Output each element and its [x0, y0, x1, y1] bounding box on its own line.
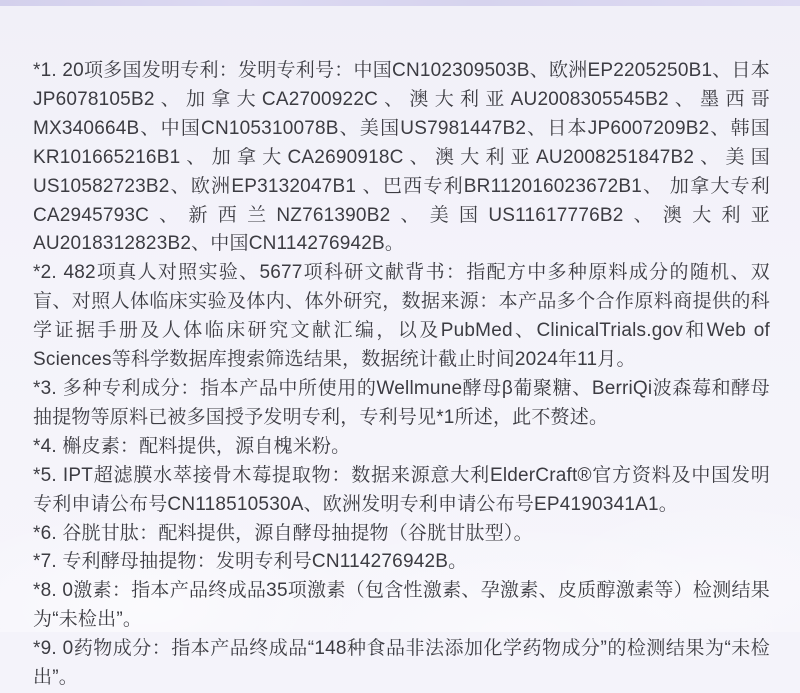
footnote-5-elderberry-extract: *5. IPT超滤膜水萃接骨木莓提取物：数据来源意大利ElderCraft®官方资料及中国发明专利申请公布号CN118510530A、欧洲发明专利申请公布号EP4190341A1。 [33, 464, 770, 515]
footnote-1-patents: *1. 20项多国发明专利：发明专利号：中国CN102309503B、欧洲EP2205250B1、日本JP6078105B2、加拿大CA2700922C、澳大利亚AU2008305545B2、墨西哥MX340664B、中国CN105310078B、美国US7981447B2、日本JP6007209B2、韩国KR101665216B1、加拿大CA2690918C、澳大利亚AU2008251847B2、美国US10582723B2、欧洲EP3132047B1 、巴西专利BR112016023672B1、 加拿大专利CA2945793C、新西兰NZ761390B2、美国US11617776B2、澳大利亚AU2018312823B2、中国CN114276942B。 [33, 60, 770, 255]
top-border-strip [0, 0, 800, 6]
footnote-9-zero-drugs: *9. 0药物成分：指本产品终成品“148种食品非法添加化学药物成分”的检测结果为“未检出”。 [33, 638, 770, 689]
footnote-7-yeast-extract: *7. 专利酵母抽提物：发明专利号CN114276942B。 [33, 551, 468, 573]
footnotes-block [0, 57, 800, 693]
footnote-2-studies: *2. 482项真人对照实验、5677项科研文献背书：指配方中多种原料成分的随机、双盲、对照人体临床实验及体内、体外研究，数据来源：本产品多个合作原料商提供的科学证据手册及人体临床研究文献汇编，以及PubMed、ClinicalTrials.gov和Web of Sciences等科学数据库搜索筛选结果，数据统计截止时间2024年11月。 [33, 262, 770, 371]
footnote-3-patented-ingredients: *3. 多种专利成分：指本产品中所使用的Wellmune酵母β葡聚糖、BerriQi波森莓和酵母抽提物等原料已被多国授予发明专利，专利号见*1所述，此不赘述。 [33, 377, 770, 428]
footnote-6-glutathione: *6. 谷胱甘肽：配料提供，源自酵母抽提物（谷胱甘肽型）。 [33, 522, 533, 544]
footnote-8-zero-hormones: *8. 0激素：指本产品终成品35项激素（包含性激素、孕激素、皮质醇激素等）检测结果为“未检出”。 [33, 580, 770, 631]
footnote-4-quercetin: *4. 槲皮素：配料提供，源自槐米粉。 [33, 435, 351, 457]
